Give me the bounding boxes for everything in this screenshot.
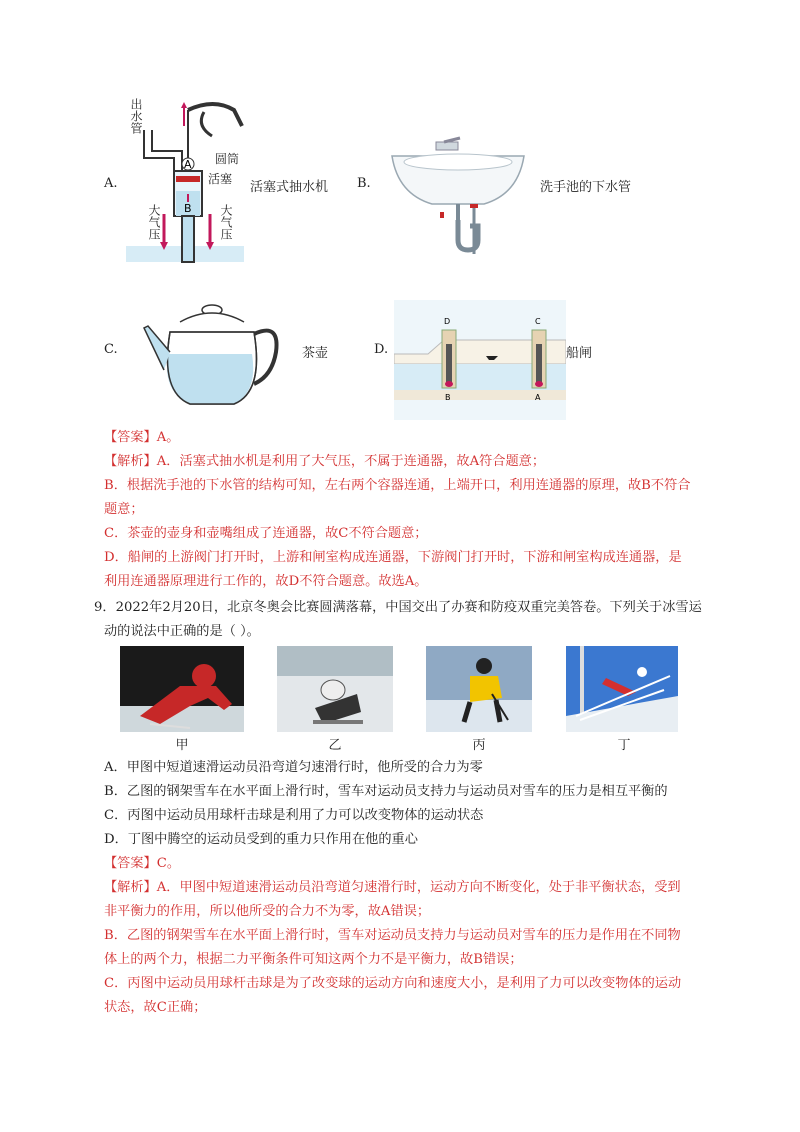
option-b-caption: 洗手池的下水管 — [540, 180, 632, 195]
q9-option-b: B．乙图的钢架雪车在水平面上滑行时，雪车对运动员支持力与运动员对雪车的压力是相互平衡的 — [104, 784, 668, 799]
q8-analysis-line: 利用连通器原理进行工作的，故D不符合题意。故选A。 — [104, 574, 428, 589]
q9-analysis-line: 非平衡力的作用，所以他所受的合力不为零，故A错误； — [104, 904, 431, 919]
photo-label-jia: 甲 — [175, 738, 189, 753]
q8-analysis-line: D．船闸的上游阀门打开时，上游和闸室构成连通器，下游阀门打开时，下游和闸室构成连通器，是 — [104, 550, 682, 565]
q9-analysis-line: B．乙图的钢架雪车在水平面上滑行时，雪车对运动员支持力与运动员对雪车的压力是作用在不同物 — [104, 928, 681, 943]
lock-label-d: D — [444, 317, 451, 326]
q9-option-c: C．丙图中运动员用球杆击球是利用了力可以改变物体的运动状态 — [104, 808, 484, 823]
q8-analysis-line: C．茶壶的壶身和壶嘴组成了连通器，故C不符合题意； — [104, 526, 428, 541]
photo-ice-hockey — [426, 646, 532, 732]
atm-pressure-left-label: 大气压 — [147, 204, 161, 240]
option-a-caption: 活塞式抽水机 — [250, 180, 329, 195]
q8-analysis-line: B．根据洗手池的下水管的结构可知，左右两个容器连通，上端开口，利用连通器的原理，故B不符合 — [104, 478, 691, 493]
sink-drain-diagram — [388, 134, 528, 258]
outlet-pipe-label: 出水管 — [129, 98, 143, 134]
atm-pressure-right-label: 大气压 — [219, 204, 233, 240]
q9-analysis-line: 【解析】A．甲图中短道速滑运动员沿弯道匀速滑行时，运动方向不断变化，处于非平衡状态，受到 — [104, 880, 681, 895]
q9-answer: 【答案】C。 — [104, 856, 181, 871]
option-d-letter: D. — [374, 342, 389, 357]
q8-answer: 【答案】A。 — [104, 430, 180, 445]
q9-option-d: D．丁图中腾空的运动员受到的重力只作用在他的重心 — [104, 832, 418, 847]
piston-label: 活塞 — [208, 172, 233, 186]
option-a-letter: A. — [104, 176, 118, 191]
valve-a-label: A — [184, 158, 192, 171]
teapot-diagram — [140, 292, 282, 410]
photo-label-ding: 丁 — [617, 738, 631, 753]
photo-label-yi: 乙 — [328, 738, 342, 753]
photo-skeleton-sled — [277, 646, 393, 732]
q9-analysis-line: C．丙图中运动员用球杆击球是为了改变球的运动方向和速度大小，是利用了力可以改变物体的运动 — [104, 976, 682, 991]
option-b-letter: B. — [357, 176, 371, 191]
ship-lock-diagram — [394, 300, 566, 420]
lock-label-c: C — [535, 317, 541, 326]
option-c-letter: C. — [104, 342, 118, 357]
q9-stem-line: 9．2022年2月20日，北京冬奥会比赛圆满落幕，中国交出了办赛和防疫双重完美答卷。下列关于冰雪运 — [94, 600, 702, 615]
option-c-caption: 茶壶 — [302, 346, 329, 361]
q8-analysis-line: 【解析】A．活塞式抽水机是利用了大气压，不属于连通器，故A符合题意； — [104, 454, 546, 469]
q9-analysis-line: 状态，故C正确； — [104, 1000, 207, 1015]
cylinder-label: 圆筒 — [215, 152, 240, 166]
photo-ski-jumper — [566, 646, 678, 732]
option-d-caption: 船闸 — [566, 346, 593, 361]
photo-speed-skater — [120, 646, 244, 732]
lock-label-a: A — [535, 393, 541, 402]
photo-label-bing: 丙 — [472, 738, 486, 753]
valve-b-label: B — [184, 202, 192, 215]
lock-label-b: B — [445, 393, 451, 402]
q8-analysis-line: 题意； — [104, 502, 144, 517]
q9-analysis-line: 体上的两个力，根据二力平衡条件可知这两个力不是平衡力，故B错误； — [104, 952, 523, 967]
q9-option-a: A．甲图中短道速滑运动员沿弯道匀速滑行时，他所受的合力为零 — [104, 760, 483, 775]
q9-stem-line: 动的说法中正确的是（ ）。 — [104, 624, 260, 639]
